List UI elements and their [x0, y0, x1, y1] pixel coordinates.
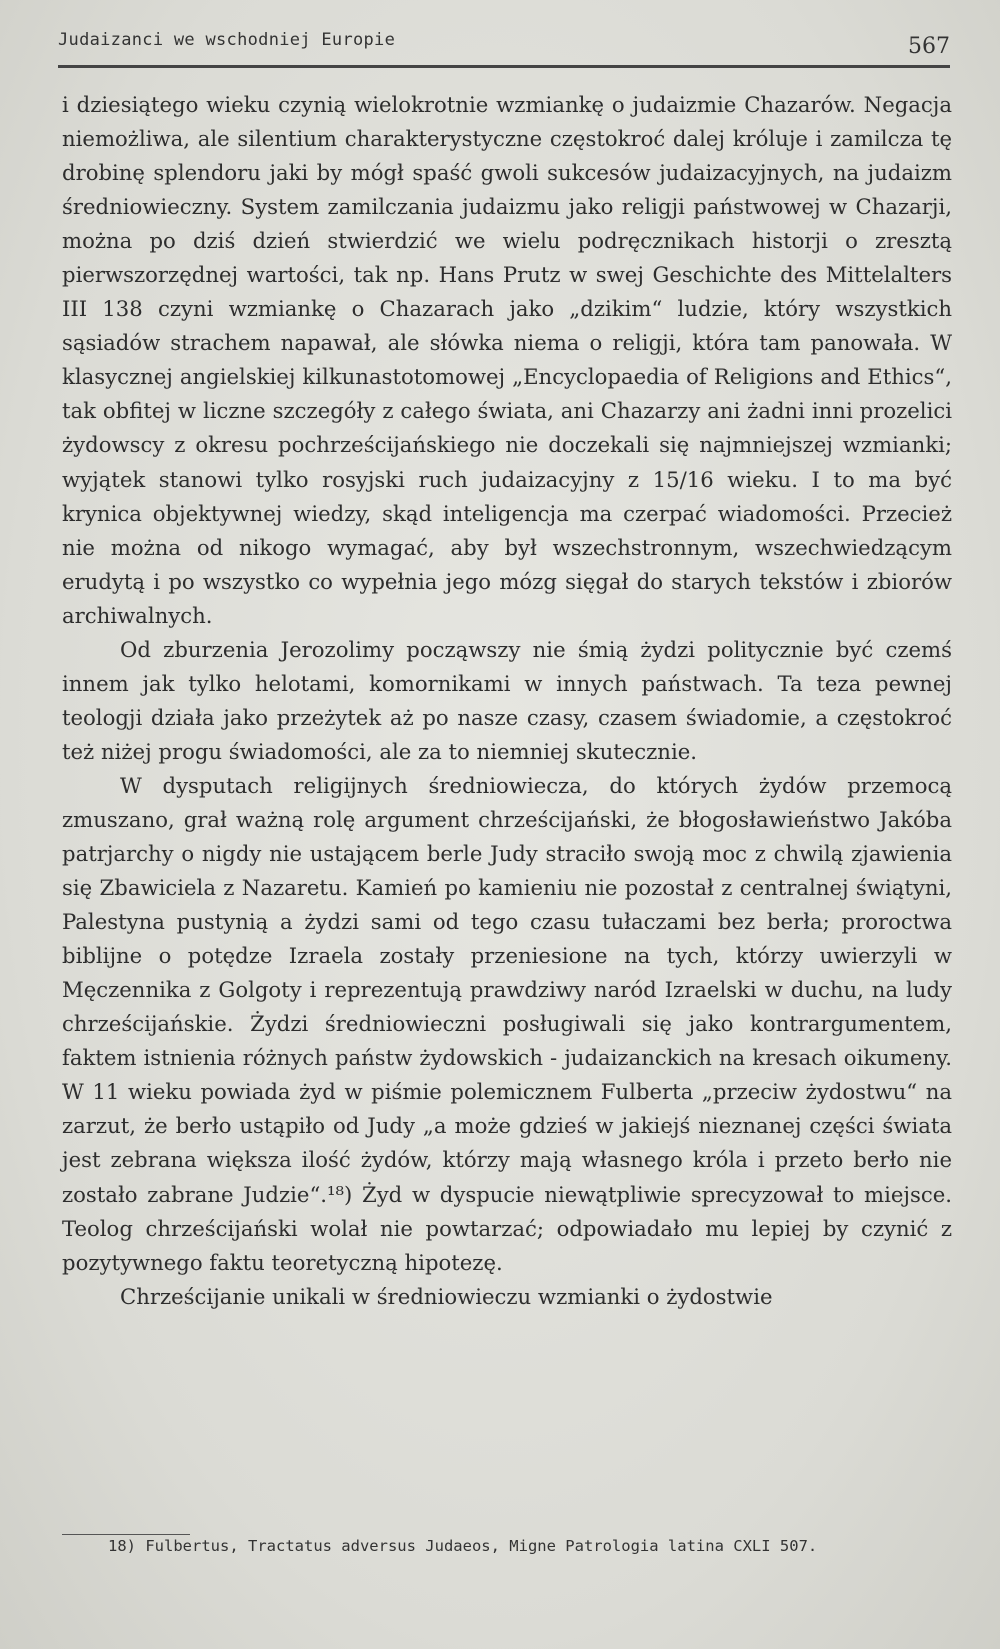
footnote-marker: 18): [108, 1537, 136, 1555]
page-header: [58, 26, 950, 66]
paragraph: i dziesiątego wieku czynią wielokrotnie wzmiankę o judaizmie Chazarów. Negacja niemożliwa, ale silentium charakterystyczne częstokroć dalej króluje i zamilcza tę drobinę splendoru jaki by mógł spaść gwoli sukcesów judaizacyjnych, na judaizm średniowieczny. System zamilczania judaizmu jako religji państwowej w Chazarji, można po dziś dzień stwierdzić we wielu podręcznikach historji o zresztą pierwszorzędnej wartości, tak np. Hans Prutz w swej Geschichte des Mittelalters III 138 czyni wzmiankę o Chazarach jako „dzikim“ ludzie, który wszystkich sąsiadów strachem napawał, ale słówka niema o religji, która tam panowała. W klasycznej angielskiej kilkunastotomowej „Encyclopaedia of Religions and Ethics“, tak obfitej w liczne szczegóły z całego świata, ani Chazarzy ani żadni inni prozelici żydowscy z okresu pochrześcijańskiego nie doczekali się najmniejszej wzmianki; wyjątek stanowi tylko rosyjski ruch judaizacyjny z 15/16 wieku. I to ma być krynica objektywnej wiedzy, skąd inteligencja ma czerpać wiadomości. Przecież nie można od nikogo wymagać, aby był wszechstronnym, wszechwiedzącym erudytą i po wszystko co wypełnia jego mózg sięgał do starych tekstów i zbiorów archiwalnych.: [62, 92, 952, 628]
paragraph: Chrześcijanie unikali w średniowieczu wzmianki o żydostwie: [120, 1283, 773, 1309]
running-title: Judaizanci we wschodniej Europie: [58, 30, 396, 50]
paragraph: Od zburzenia Jerozolimy począwszy nie śmią żydzi politycznie być czemś innem jak tylko helotami, komornikami w innych państwach. Ta teza pewnej teologji działa jako przeżytek aż po nasze czasy, czasem świadomie, a częstokroć też niżej progu świadomości, ale za to niemniej skutecznie.: [62, 636, 952, 764]
header-rule: [58, 65, 950, 68]
page-number: 567: [908, 34, 950, 59]
footnote-text: Fulbertus, Tractatus adversus Judaeos, Migne Patrologia latina CXLI 507.: [145, 1537, 818, 1555]
paragraph: W dysputach religijnych średniowiecza, do których żydów przemocą zmuszano, grał ważną rolę argument chrześcijański, że błogosławieństwo Jakóba patrjarchy o nigdy nie ustającem berle Judy straciło swoją moc z chwilą zjawienia się Zbawiciela z Nazaretu. Kamień po kamieniu nie pozostał z centralnej świątyni, Palestyna pustynią a żydzi sami od tego czasu tułaczami bez berła; proroctwa biblijne o potędze Izraela zostały przeniesione na tych, którzy uwierzyli w Męczennika z Golgoty i reprezentują prawdziwy naród Izraelski w duchu, na ludy chrześcijańskie. Żydzi średniowieczni posługiwali się jako kontrargumentem, faktem istnienia różnych państw żydowskich - judaizanckich na kresach oikumeny. W 11 wieku powiada żyd w piśmie polemicznem Fulberta „przeciw żydostwu“ na zarzut, że berło ustąpiło od Judy „a może gdzieś w jakiejś nieznanej części świata jest zebrana większa ilość żydów, którzy mają własnego króla i przeto berło nie zostało zabrane Judzie“.¹⁸) Żyd w dyspucie niewątpliwie sprecyzował to miejsce. Teolog chrześcijański wolał nie powtarzać; odpowiadało mu lepiej by czynić z pozytywnego faktu teoretyczną hipotezę.: [62, 772, 952, 1275]
body-text: [62, 88, 952, 1314]
footnote: [108, 1537, 817, 1555]
footnote-rule: [62, 1534, 190, 1535]
